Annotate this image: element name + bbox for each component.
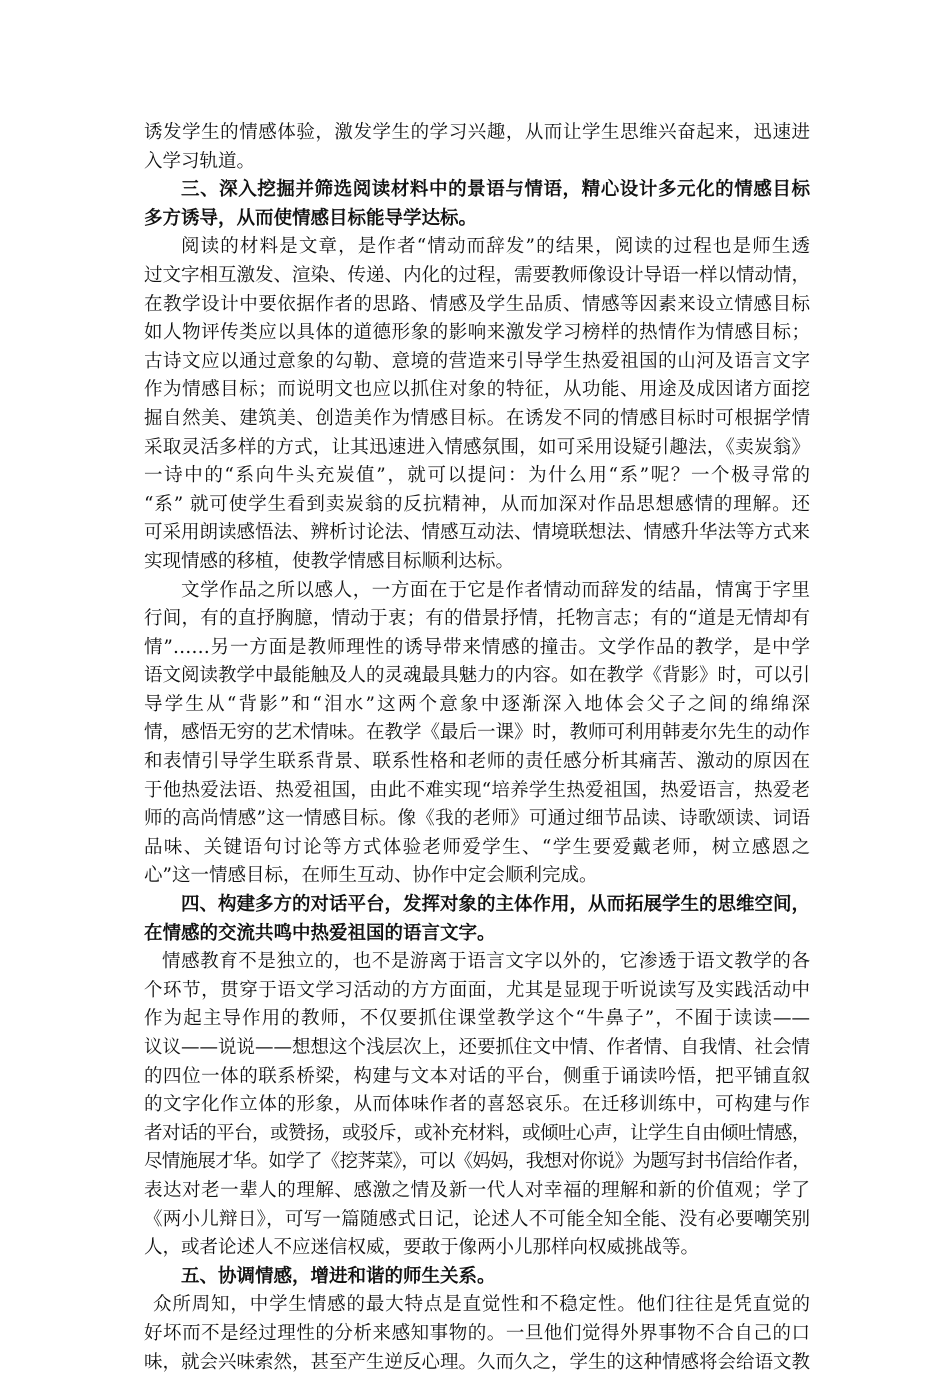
paragraph-line: 情，感悟无穷的艺术情味。在教学《最后一课》时，教师可利用韩麦尔先生的动作 xyxy=(144,722,811,744)
paragraph-line: 一诗中的“系向牛头充炭值”，就可以提问：为什么用“系”呢？一个极寻常的 xyxy=(144,465,810,487)
section-heading-line: 四、构建多方的对话平台，发挥对象的主体作用，从而拓展学生的思维空间， xyxy=(181,894,811,916)
paragraph-line: 作为情感目标；而说明文也应以抓住对象的特征，从功能、用途及成因诸方面挖 xyxy=(144,379,810,401)
paragraph-line: “系” 就可使学生看到卖炭翁的反抗精神，从而加深对作品思想感情的理解。还 xyxy=(144,493,810,515)
section-heading-line: 五、协调情感，增进和谐的师生关系。 xyxy=(181,1265,496,1287)
paragraph-line: 诱发学生的情感体验，激发学生的学习兴趣，从而让学生思维兴奋起来，迅速进 xyxy=(144,122,810,143)
paragraph-line: 表达对老一辈人的理解、感激之情及新一代人对幸福的理解和新的价值观；学了 xyxy=(144,1179,810,1201)
paragraph-line: 情感教育不是独立的，也不是游离于语言文字以外的，它渗透于语文教学的各 xyxy=(162,951,810,973)
document-page xyxy=(144,119,810,1377)
paragraph-line: 导学生从“背影”和“泪水”这两个意象中逐渐深入地体会父子之间的绵绵深 xyxy=(144,693,810,715)
paragraph-line: 古诗文应以通过意象的勾勒、意境的营造来引导学生热爱祖国的山河及语言文字 xyxy=(144,350,810,372)
paragraph-line: 作为起主导作用的教师，不仅要抓住课堂教学这个“牛鼻子”，不囿于读读—— xyxy=(144,1008,810,1030)
paragraph-line: 议议——说说——想想这个浅层次上，还要抓住文中情、作者情、自我情、社会情 xyxy=(144,1037,811,1058)
paragraph-line: 者对话的平台，或赞扬，或驳斥，或补充材料，或倾吐心声，让学生自由倾吐情感， xyxy=(144,1122,810,1144)
paragraph-line: 如人物评传类应以具体的道德形象的影响来激发学习榜样的热情作为情感目标； xyxy=(144,322,810,344)
paragraph-line: 心”这一情感目标，在师生互动、协作中定会顺利完成。 xyxy=(144,865,598,887)
paragraph-line: 阅读的材料是文章，是作者“情动而辞发”的结果，阅读的过程也是师生透 xyxy=(181,236,810,258)
paragraph-line: 师的高尚情感”这一情感目标。像《我的老师》可通过细节品读、诗歌颂读、词语 xyxy=(144,808,810,830)
paragraph-line: 过文字相互激发、渲染、传递、内化的过程，需要教师像设计导语一样以情动情， xyxy=(144,264,811,286)
paragraph-line: 的文字化作立体的形象，从而体味作者的喜怒哀乐。在迁移训练中，可构建与作 xyxy=(144,1094,810,1116)
paragraph-line: 实现情感的移植，使教学情感目标顺利达标。 xyxy=(144,550,515,572)
paragraph-line: 好坏而不是经过理性的分析来感知事物的。一旦他们觉得外界事物不合自己的口 xyxy=(144,1322,810,1344)
section-heading-line: 在情感的交流共鸣中热爱祖国的语言文字。 xyxy=(144,922,496,944)
paragraph-line: 入学习轨道。 xyxy=(144,150,256,172)
paragraph-line: 品味、关键语句讨论等方式体验老师爱学生、“学生要爱戴老师，树立感恩之 xyxy=(144,836,810,858)
paragraph-line: 味，就会兴味索然，甚至产生逆反心理。久而久之，学生的这种情感将会给语文教 xyxy=(144,1351,811,1373)
paragraph-line: 尽情施展才华。如学了《挖荠菜》，可以《妈妈，我想对你说》为题写封书信给作者， xyxy=(144,1151,810,1173)
section-heading-line: 多方诱导，从而使情感目标能导学达标。 xyxy=(144,207,478,229)
paragraph-line: 可采用朗读感悟法、辨析讨论法、情感互动法、情境联想法、情感升华法等方式来 xyxy=(144,522,811,544)
paragraph-line: 掘自然美、建筑美、创造美作为情感目标。在诱发不同的情感目标时可根据学情 xyxy=(144,407,810,429)
paragraph-line: 《两小儿辩日》，可写一篇随感式日记，论述人不可能全知全能、没有必要嘲笑别 xyxy=(144,1208,810,1230)
paragraph-line: 的四位一体的联系桥梁，构建与文本对话的平台，侧重于诵读吟悟，把平铺直叙 xyxy=(144,1065,810,1087)
paragraph-line: 情”……另一方面是教师理性的诱导带来情感的撞击。文学作品的教学，是中学 xyxy=(144,636,810,658)
paragraph-line: 采取灵活多样的方式，让其迅速进入情感氛围，如可采用设疑引趣法，《卖炭翁》 xyxy=(144,436,810,458)
paragraph-line: 人，或者论述人不应迷信权威，要敢于像两小儿那样向权威挑战等。 xyxy=(144,1237,700,1259)
paragraph-line: 行间，有的直抒胸臆，情动于衷；有的借景抒情，托物言志；有的“道是无情却有 xyxy=(144,608,810,630)
paragraph-line: 和表情引导学生联系背景、联系性格和老师的责任感分析其痛苦、激动的原因在 xyxy=(144,751,810,773)
paragraph-line: 于他热爱法语、热爱祖国，由此不难实现“培养学生热爱祖国，热爱语言，热爱老 xyxy=(144,779,810,801)
paragraph-line: 语文阅读教学中最能触及人的灵魂最具魅力的内容。如在教学《背影》时，可以引 xyxy=(144,665,811,687)
section-heading-line: 三、深入挖掘并筛选阅读材料中的景语与情语，精心设计多元化的情感目标 xyxy=(181,179,810,201)
paragraph-line: 个环节，贯穿于语文学习活动的方方面面，尤其是显现于听说读写及实践活动中 xyxy=(144,979,810,1001)
paragraph-line: 在教学设计中要依据作者的思路、情感及学生品质、情感等因素来设立情感目标 xyxy=(144,293,810,315)
paragraph-line: 文学作品之所以感人，一方面在于它是作者情动而辞发的结晶，情寓于字里 xyxy=(181,579,810,601)
paragraph-line: 众所周知，中学生情感的最大特点是直觉性和不稳定性。他们往往是凭直觉的 xyxy=(153,1294,810,1316)
